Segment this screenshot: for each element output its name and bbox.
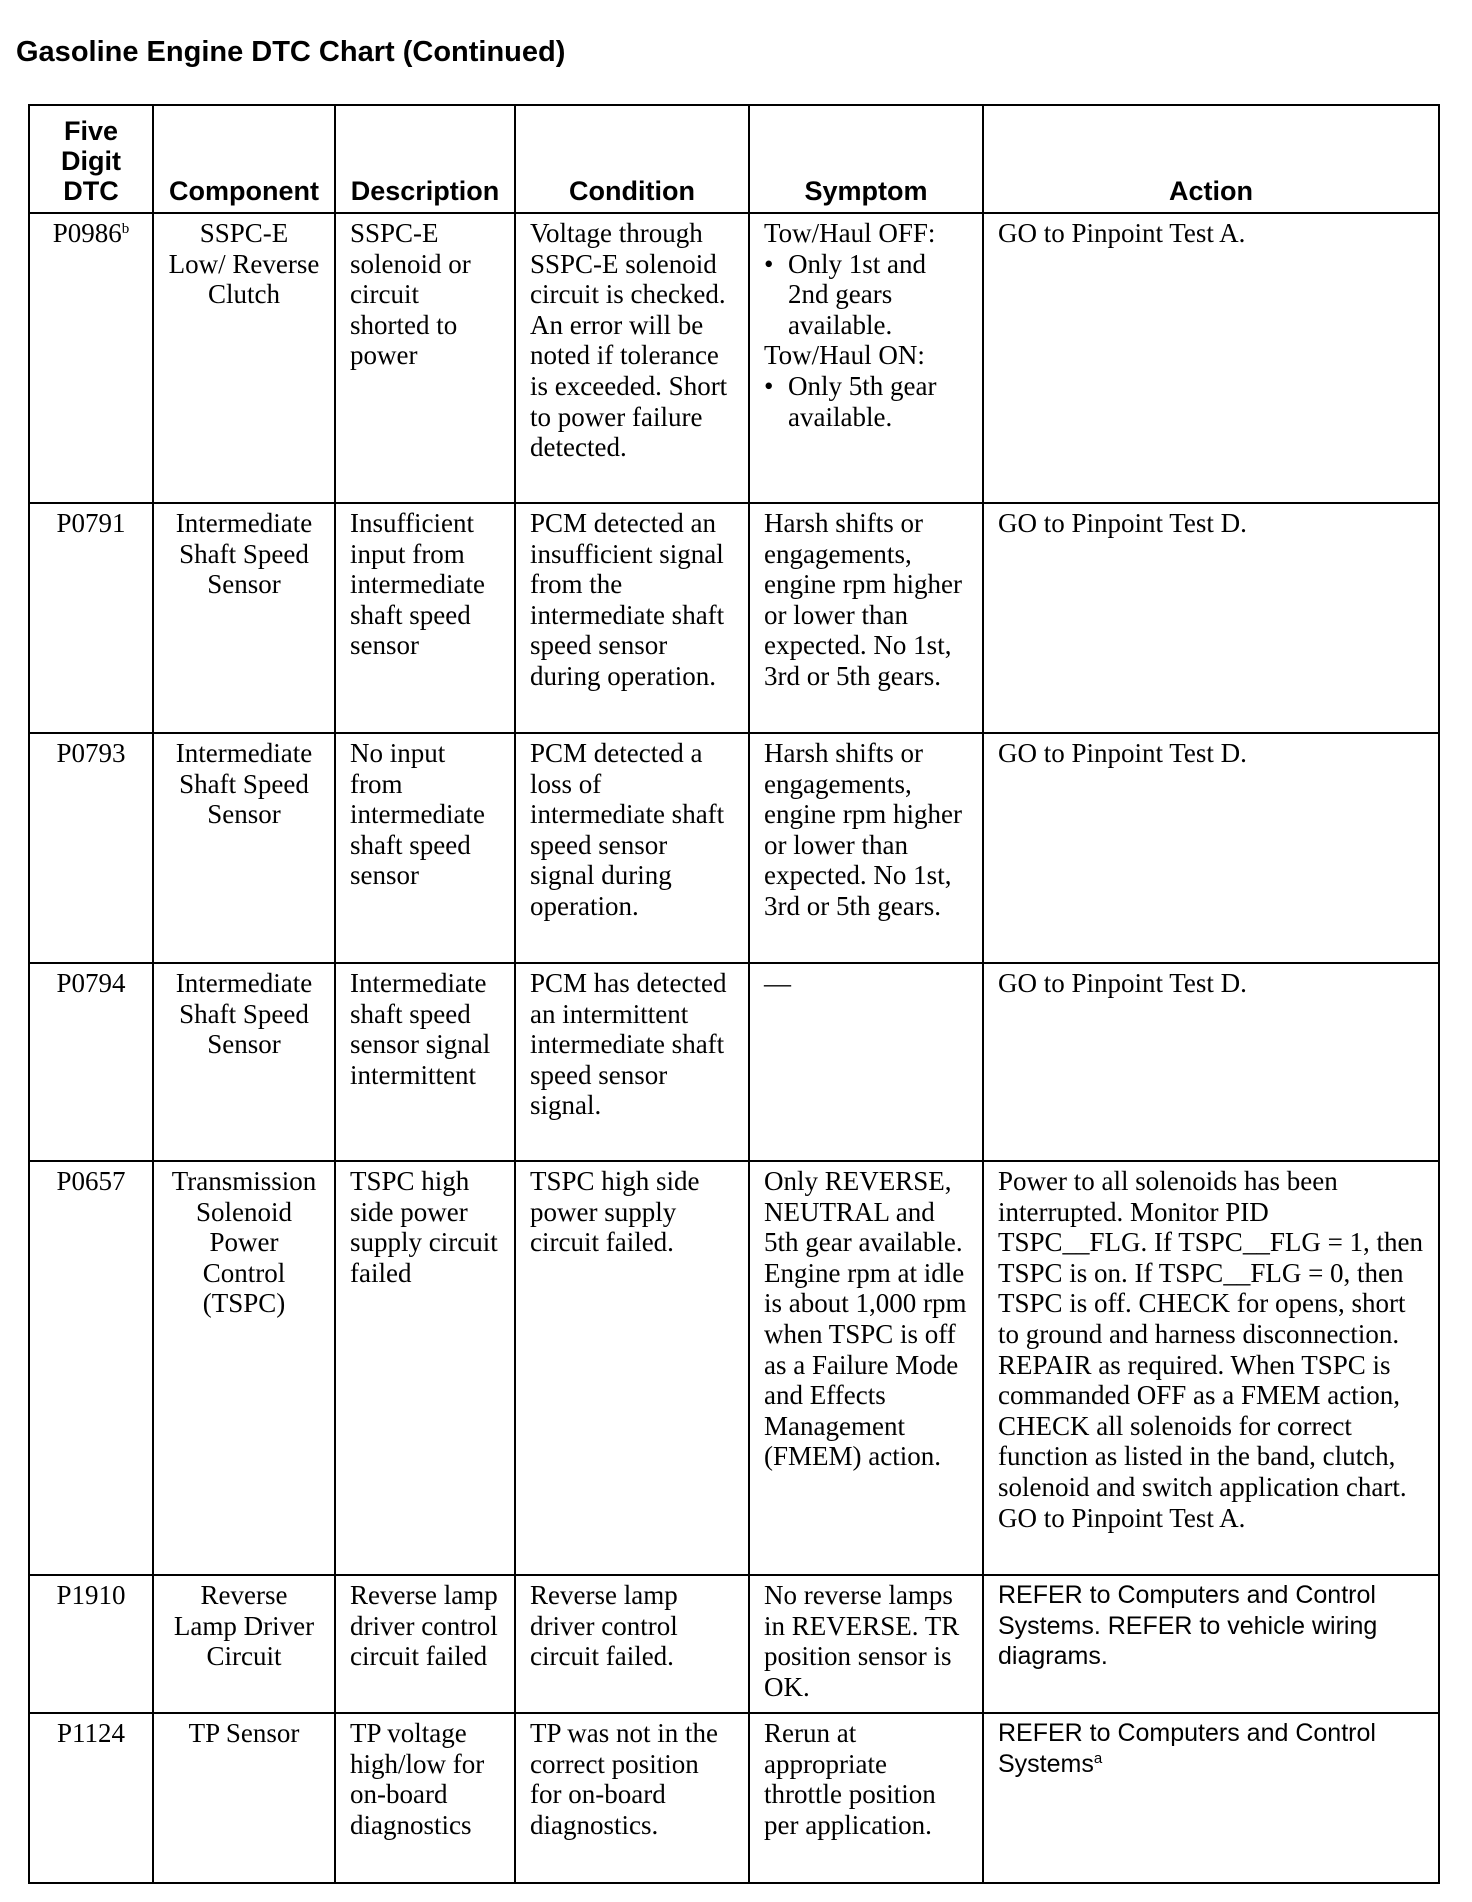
cell-action — [983, 963, 1439, 1161]
cell-condition: PCM detected an insufficient signal from the intermediate shaft speed sensor during operation. — [515, 503, 749, 733]
cell-condition: TSPC high side power supply circuit failed. — [515, 1161, 749, 1575]
table-header-row — [29, 105, 1439, 213]
table-row — [29, 733, 1439, 963]
cell-symptom — [749, 503, 983, 733]
cell-description: TP voltage high/low for on-board diagnostics — [335, 1713, 515, 1883]
symptom-text: Rerun at appropriate throttle position per application. — [764, 1718, 936, 1840]
cell-condition: TP was not in the correct position for on-board diagnostics. — [515, 1713, 749, 1883]
cell-description: SSPC-E solenoid or circuit shorted to power — [335, 213, 515, 503]
action-text: REFER to Computers and Control Systems. REFER to vehicle wiring diagrams. — [998, 1581, 1378, 1671]
cell-component: TP Sensor — [153, 1713, 335, 1883]
symptom-text: Harsh shifts or engagements, engine rpm higher or lower than expected. No 1st, 3rd or 5th gears. — [764, 508, 962, 691]
symptom-bullet-text: Only 5th gear available. — [788, 370, 937, 432]
cell-action — [983, 1575, 1439, 1713]
cell-action — [983, 733, 1439, 963]
symptom-bullet-item — [764, 249, 968, 341]
cell-dtc — [29, 503, 153, 733]
cell-dtc — [29, 963, 153, 1161]
cell-component: SSPC-E Low/ Reverse Clutch — [153, 213, 335, 503]
dtc-code: P1910 — [56, 1580, 126, 1610]
cell-component: Intermediate Shaft Speed Sensor — [153, 503, 335, 733]
cell-component: Intermediate Shaft Speed Sensor — [153, 963, 335, 1161]
cell-condition: Voltage through SSPC-E solenoid circuit is checked. An error will be noted if tolerance is exceeded. Short to power failure detected. — [515, 213, 749, 503]
cell-description: Intermediate shaft speed sensor signal intermittent — [335, 963, 515, 1161]
table-row — [29, 1713, 1439, 1883]
cell-condition: PCM has detected an intermittent intermediate shaft speed sensor signal. — [515, 963, 749, 1161]
cell-dtc — [29, 213, 153, 503]
symptom-text: Tow/Haul OFF: — [764, 218, 936, 248]
table-row — [29, 213, 1439, 503]
dtc-code: P0791 — [56, 508, 126, 538]
cell-action — [983, 503, 1439, 733]
dtc-code: P0794 — [56, 968, 126, 998]
dtc-code: P0986 — [52, 218, 122, 248]
symptom-text: Only REVERSE, NEUTRAL and 5th gear available. Engine rpm at idle is about 1,000 rpm when TSPC is off as a Failure Mode and Effects Management (FMEM) action. — [764, 1166, 967, 1472]
cell-description: No input from intermediate shaft speed sensor — [335, 733, 515, 963]
header-description: Description — [335, 105, 515, 213]
action-text: GO to Pinpoint Test A. — [998, 218, 1246, 248]
table-row — [29, 963, 1439, 1161]
cell-dtc — [29, 1713, 153, 1883]
cell-description: TSPC high side power supply circuit failed — [335, 1161, 515, 1575]
cell-condition: PCM detected a loss of intermediate shaft speed sensor signal during operation. — [515, 733, 749, 963]
action-text: Power to all solenoids has been interrupted. Monitor PID TSPC__FLG. If TSPC__FLG = 1, then TSPC is on. If TSPC__FLG = 0, then TSPC is off. CHECK for opens, short to ground and harness disconnection. REPAIR as required. When TSPC is commanded OFF as a FMEM action, CHECK all solenoids for correct function as listed in the band, clutch, solenoid and switch application chart. GO to Pinpoint Test A. — [998, 1166, 1424, 1533]
cell-symptom — [749, 213, 983, 503]
header-symptom: Symptom — [749, 105, 983, 213]
header-dtc-label: Five Digit DTC — [61, 116, 121, 206]
cell-action — [983, 1161, 1439, 1575]
dtc-table — [28, 104, 1440, 1884]
cell-dtc — [29, 1161, 153, 1575]
cell-symptom — [749, 733, 983, 963]
action-text: REFER to Computers and Control Systems — [998, 1719, 1376, 1778]
action-text: GO to Pinpoint Test D. — [998, 738, 1247, 768]
bullet-icon: • — [764, 248, 774, 279]
cell-dtc — [29, 1575, 153, 1713]
header-condition: Condition — [515, 105, 749, 213]
cell-component: Intermediate Shaft Speed Sensor — [153, 733, 335, 963]
header-dtc — [29, 105, 153, 213]
cell-description: Reverse lamp driver control circuit failed — [335, 1575, 515, 1713]
symptom-bullet-item — [764, 371, 968, 432]
symptom-text: — — [764, 968, 791, 998]
cell-symptom — [749, 963, 983, 1161]
cell-action — [983, 213, 1439, 503]
table-row — [29, 1575, 1439, 1713]
table-row — [29, 1161, 1439, 1575]
bullet-icon: • — [764, 370, 774, 401]
header-action: Action — [983, 105, 1439, 213]
cell-condition: Reverse lamp driver control circuit failed. — [515, 1575, 749, 1713]
action-text: GO to Pinpoint Test D. — [998, 508, 1247, 538]
symptom-text: No reverse lamps in REVERSE. TR position sensor is OK. — [764, 1580, 960, 1702]
cell-dtc — [29, 733, 153, 963]
symptom-text: Harsh shifts or engagements, engine rpm higher or lower than expected. No 1st, 3rd or 5th gears. — [764, 738, 962, 921]
table-row — [29, 503, 1439, 733]
footnote-marker: a — [1093, 1749, 1103, 1767]
page-title: Gasoline Engine DTC Chart (Continued) — [16, 36, 566, 68]
cell-symptom — [749, 1575, 983, 1713]
cell-description: Insufficient input from intermediate shaft speed sensor — [335, 503, 515, 733]
dtc-code: P0657 — [56, 1166, 126, 1196]
dtc-code: P0793 — [56, 738, 126, 768]
footnote-marker: b — [121, 221, 130, 237]
symptom-bullet-text: Only 1st and 2nd gears available. — [788, 248, 926, 340]
cell-component: Reverse Lamp Driver Circuit — [153, 1575, 335, 1713]
cell-symptom — [749, 1713, 983, 1883]
dtc-code: P1124 — [56, 1718, 125, 1748]
header-component: Component — [153, 105, 335, 213]
cell-symptom — [749, 1161, 983, 1575]
cell-component: Transmission Solenoid Power Control (TSPC) — [153, 1161, 335, 1575]
action-text: GO to Pinpoint Test D. — [998, 968, 1247, 998]
symptom-text: Tow/Haul ON: — [764, 340, 925, 371]
cell-action — [983, 1713, 1439, 1883]
